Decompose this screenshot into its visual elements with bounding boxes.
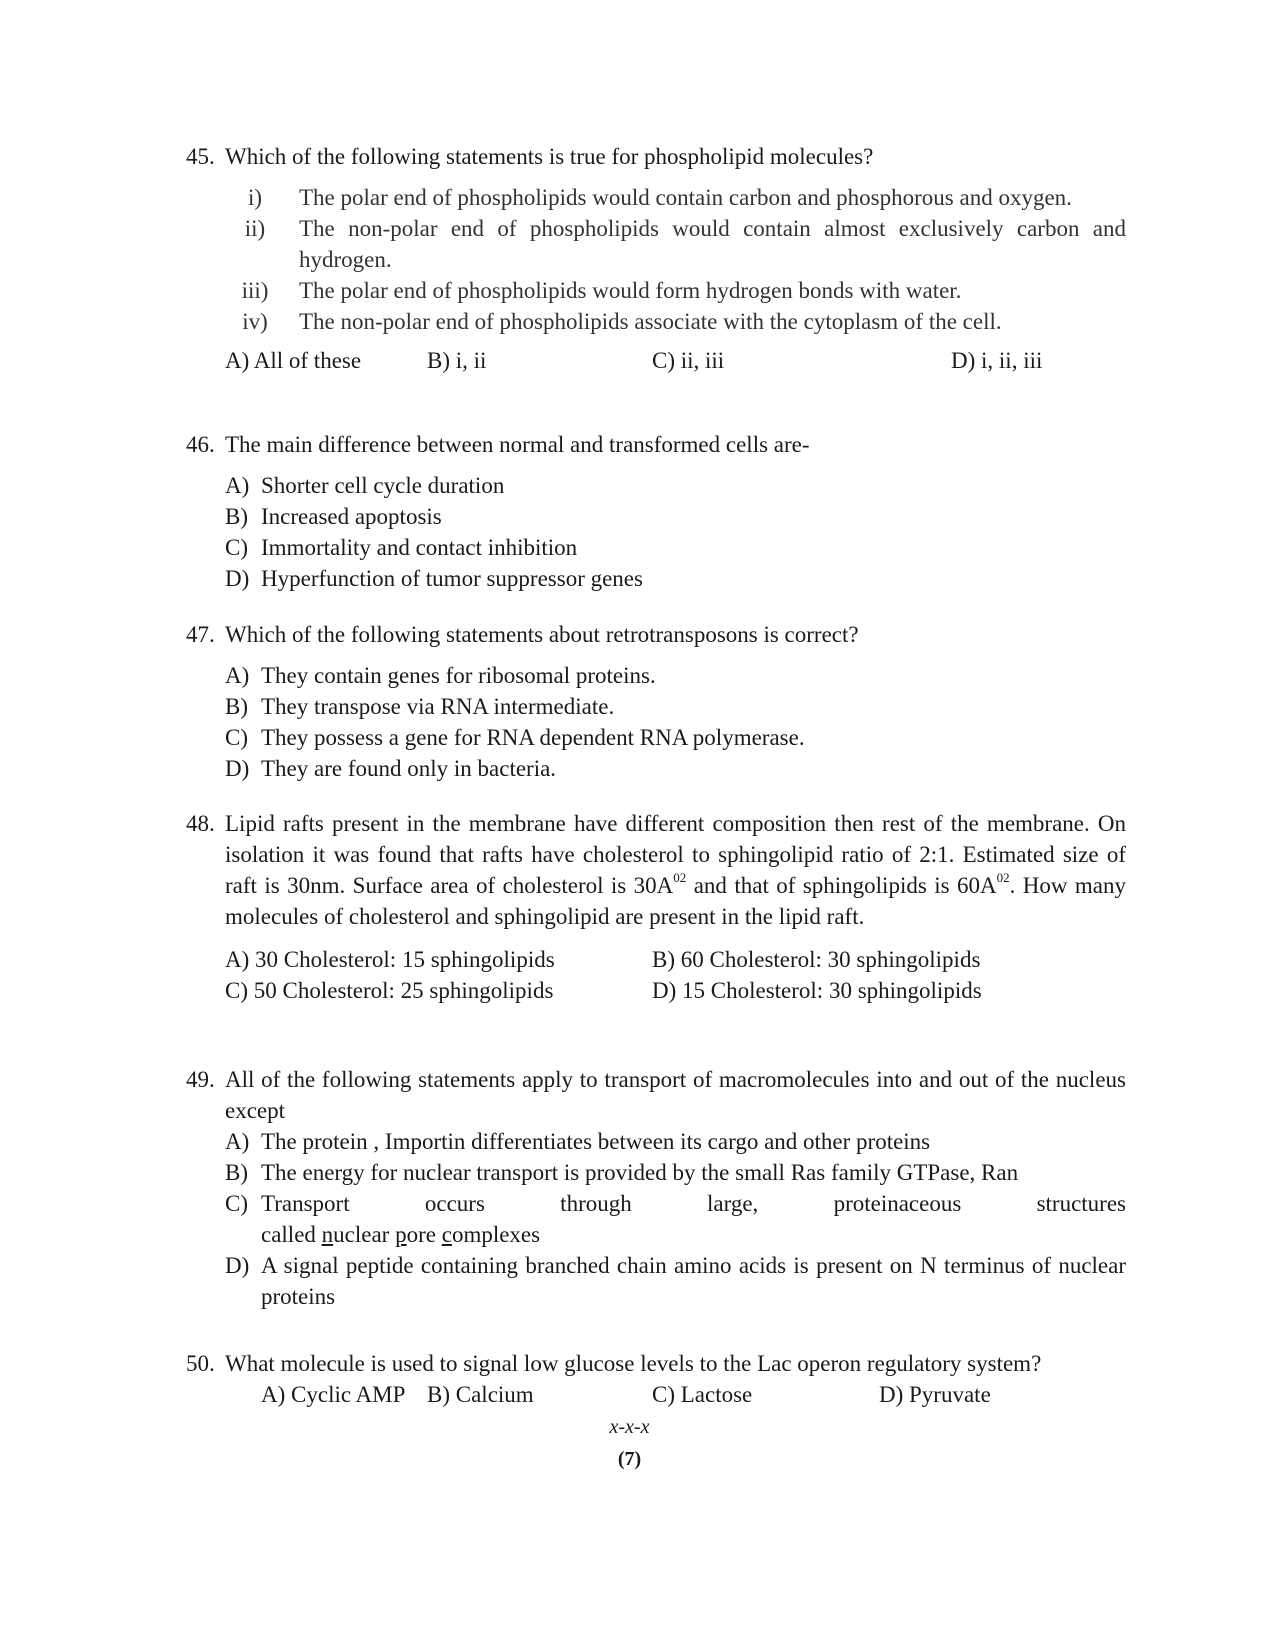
option-c: C) 50 Cholesterol: 25 sphingolipids: [225, 978, 554, 1003]
options-row: [186, 345, 1126, 376]
question-text: Lipid rafts present in the membrane have different composition then rest of the membrane. On isolation it was found that rafts have cholesterol to sphingolipid ratio of 2:1. Estimated size of raft is 30nm. Surface area of cholesterol is $30A^{02}$ and that of sphingolipids is $60A^{02}$. How many molecules of cholesterol and sphingolipid are present in the lipid raft.: [225, 811, 1126, 929]
option-a: A) The protein , Importin differentiates between its cargo and other proteins: [225, 1129, 931, 1154]
option-d: D) i, ii, iii: [951, 348, 1043, 373]
question-text: What molecule is used to signal low glucose levels to the Lac operon regulatory system?: [225, 1351, 1042, 1376]
question-text: Which of the following statements is true for phospholipid molecules?: [225, 144, 874, 169]
option-b: B) Increased apoptosis: [225, 504, 442, 529]
question-number: 46.: [186, 432, 215, 457]
option-b: B) Calcium: [427, 1382, 534, 1407]
option-d: D) They are found only in bacteria.: [225, 756, 557, 781]
options-row-1: [186, 944, 1126, 975]
option-c: C) They possess a gene for RNA dependent RNA polymerase.: [225, 725, 805, 750]
question-47: [186, 619, 1126, 784]
question-number: 48.: [186, 811, 215, 836]
question-50: [186, 1348, 1126, 1410]
option-c: C) Lactose: [652, 1382, 753, 1407]
question-number: 45.: [186, 144, 215, 169]
statement-iii: iii) The polar end of phospholipids would form hydrogen bonds with water.: [241, 278, 962, 303]
question-text: Which of the following statements about retrotransposons is correct?: [225, 622, 859, 647]
options-row: [186, 1379, 1126, 1410]
question-text: The main difference between normal and transformed cells are-: [225, 432, 810, 457]
option-d: D) 15 Cholesterol: 30 sphingolipids: [652, 978, 982, 1003]
question-number: 47.: [186, 622, 215, 647]
statement-ii: ii) The non-polar end of phospholipids would contain almost exclusively carbon and hydrogen.: [244, 216, 1126, 272]
question-48: [186, 808, 1126, 1006]
question-number: 49.: [186, 1067, 215, 1092]
option-b: B) 60 Cholesterol: 30 sphingolipids: [652, 947, 981, 972]
option-c: C) Immortality and contact inhibition: [225, 535, 578, 560]
option-d: D) Hyperfunction of tumor suppressor genes: [225, 566, 643, 591]
page-number: (7): [617, 1448, 642, 1470]
option-d: D) Pyruvate: [879, 1382, 991, 1407]
option-b: B) They transpose via RNA intermediate.: [225, 694, 615, 719]
question-text: All of the following statements apply to transport of macromolecules into and out of the nucleus except: [225, 1067, 1126, 1123]
question-49: [186, 1064, 1126, 1312]
option-a: A) They contain genes for ribosomal proteins.: [225, 663, 656, 688]
option-b: B) The energy for nuclear transport is provided by the small Ras family GTPase, Ran: [225, 1160, 1019, 1185]
statement-i: i) The polar end of phospholipids would contain carbon and phosphorous and oxygen.: [247, 185, 1072, 210]
option-d: D) A signal peptide containing branched chain amino acids is present on N terminus of nuclear proteins: [225, 1253, 1126, 1309]
option-b: B) i, ii: [427, 348, 487, 373]
statement-iv: iv) The non-polar end of phospholipids associate with the cytoplasm of the cell.: [242, 309, 1002, 334]
option-a: A) 30 Cholesterol: 15 sphingolipids: [225, 947, 555, 972]
end-mark: x-x-x: [609, 1416, 650, 1438]
options-row-2: [186, 975, 1126, 1006]
option-a: A) Cyclic AMP: [261, 1382, 406, 1407]
option-a: A) Shorter cell cycle duration: [225, 473, 505, 498]
option-c: C) Transport occurs through large, proteinaceous structures called nuclear pore complexes: [225, 1191, 1126, 1247]
question-46: [186, 429, 1126, 594]
option-a: A) All of these: [225, 348, 362, 373]
option-c: C) ii, iii: [652, 348, 725, 373]
question-45: [186, 141, 1126, 376]
question-number: 50.: [186, 1351, 215, 1376]
